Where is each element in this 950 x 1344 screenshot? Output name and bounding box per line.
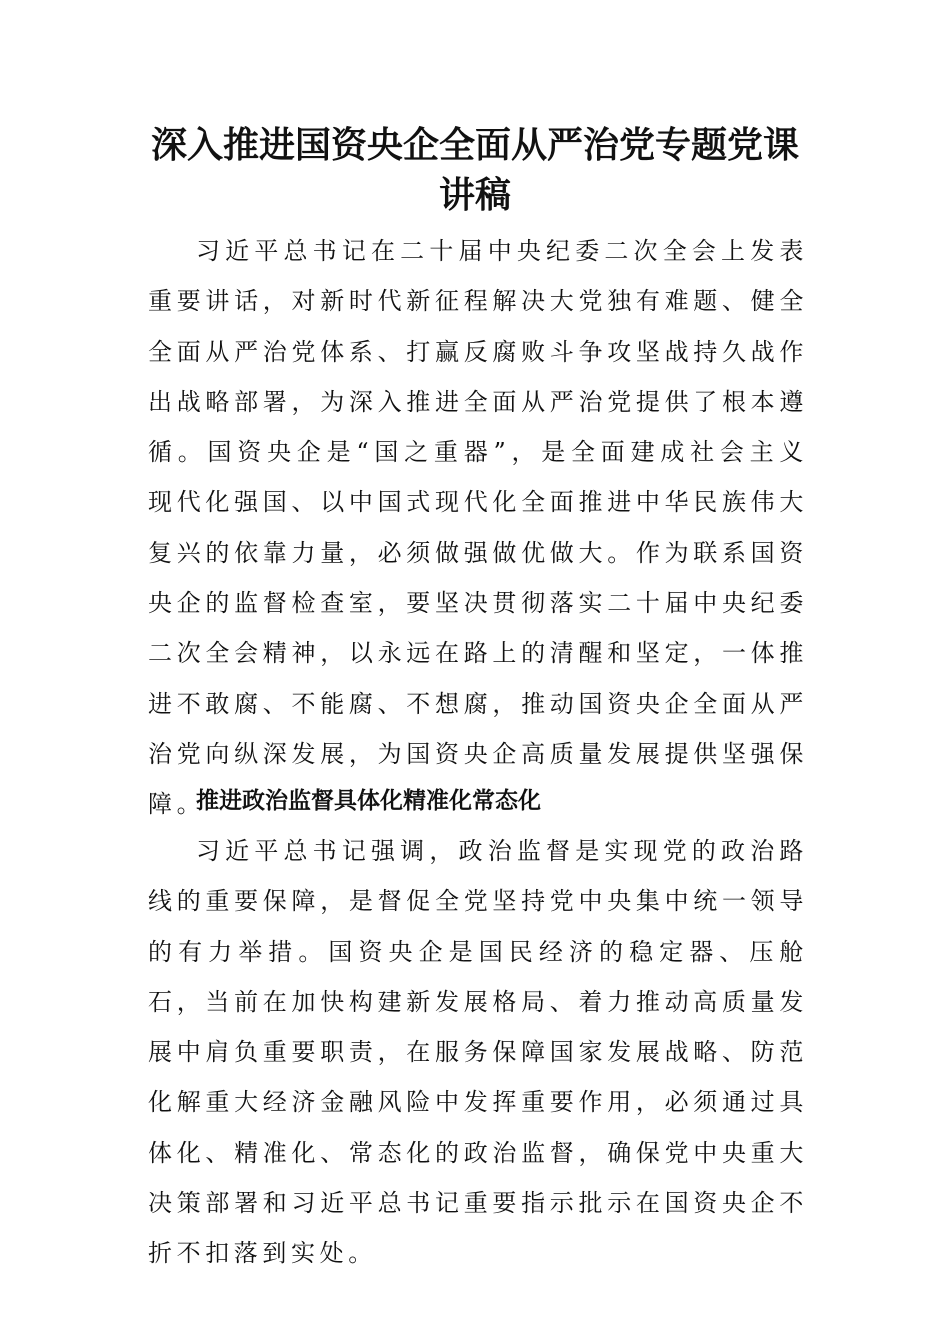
section-paragraph: 习近平总书记强调，政治监督是实现党的政治路线的重要保障，是督促全党坚持党中央集中统一领导的有力举措。国资央企是国民经济的稳定器、压舱石，当前在加快构建新发展格局、着力推动高质量发展中肩负重要职责，在服务保障国家发展战略、防范化解重大经济金融风险中发挥重要作用，必须通过具体化、精准化、常态化的政治监督，确保党中央重大决策部署和习近平总书记重要指示批示在国资央企不折不扣落到实处。: [148, 837, 808, 1268]
intro-paragraph: 习近平总书记在二十届中央纪委二次全会上发表重要讲话，对新时代新征程解决大党独有难题、健全全面从严治党体系、打赢反腐败斗争攻坚战持久战作出战略部署，为深入推进全面从严治党提供了根本遵循。国资央企是“国之重器”，是全面建成社会主义现代化强国、以中国式现代化全面推进中华民族伟大复兴的依靠力量，必须做强做优做大。作为联系国资央企的监督检查室，要坚决贯彻落实二十届中央纪委二次全会精神，以永远在路上的清醒和坚定，一体推进不敢腐、不能腐、不想腐，推动国资央企全面从严治党向纵深发展，为国资央企高质量发展提供坚强保障。: [148, 237, 808, 819]
section-heading: 推进政治监督具体化精准化常态化: [196, 788, 541, 814]
title-line-2: 讲稿: [438, 174, 511, 216]
title-line-1: 深入推进国资央企全面从严治党专题党课: [150, 124, 799, 166]
document-title: [148, 120, 802, 220]
